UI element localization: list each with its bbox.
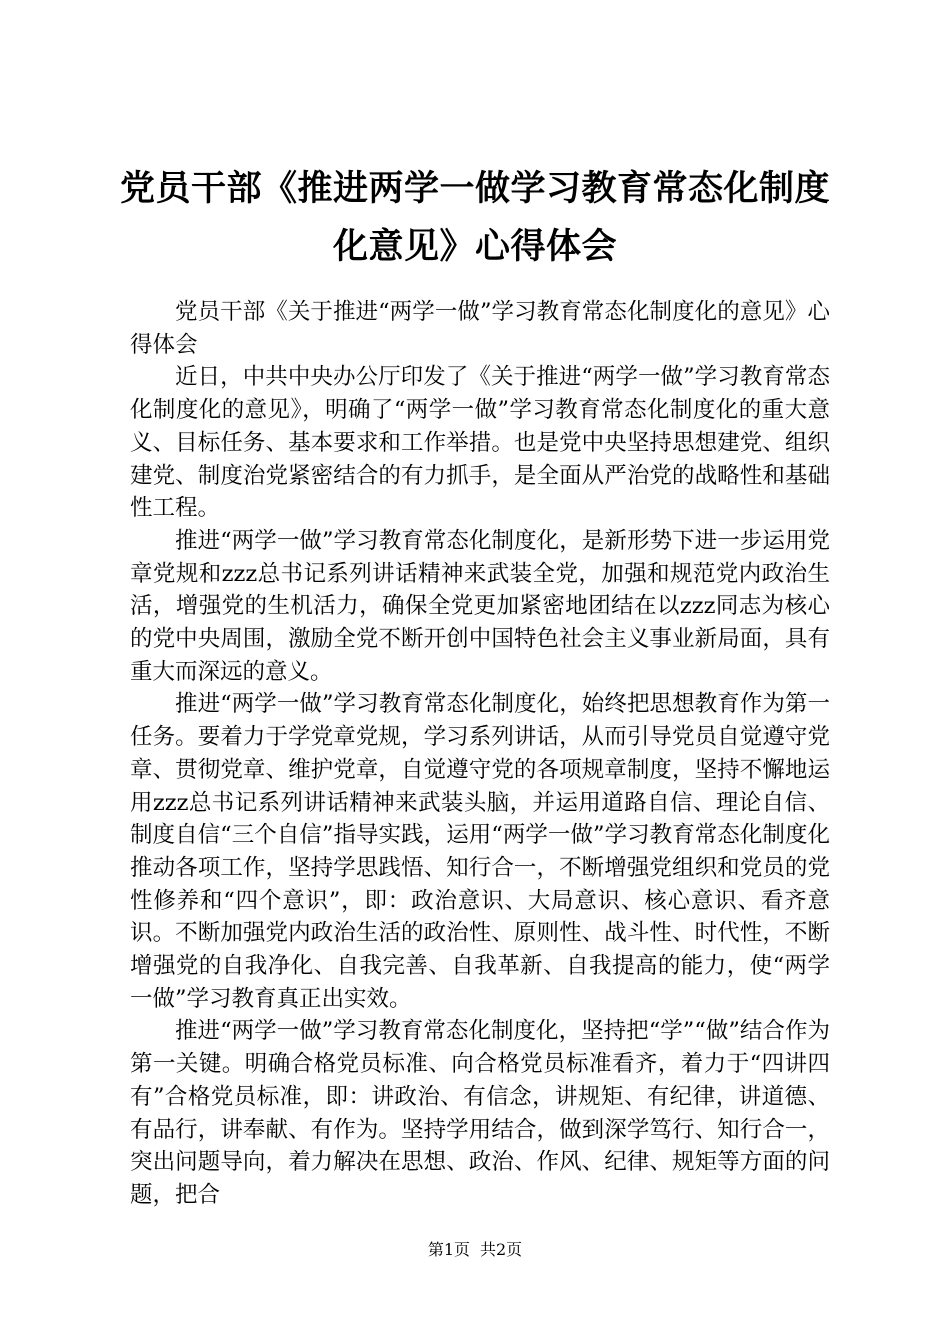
page-number-total: 共2页 [480, 1240, 523, 1259]
paragraph-intro: 近日，中共中央办公厅印发了《关于推进“两学一做”学习教育常态化制度化的意见》，明确了“两学一做”学习教育常态化制度化的重大意义、目标任务、基本要求和工作举措。也是党中央坚持思想建党、组织建党、制度治党紧密结合的有力抓手，是全面从严治党的战略性和基础性工程。 [130, 364, 830, 522]
document-title [110, 160, 840, 276]
document-body [130, 296, 830, 1212]
paragraph-study-and-practice: 推进“两学一做”学习教育常态化制度化，坚持把“学”“做”结合作为第一关键。明确合格党员标准、向合格党员标准看齐，着力于“四讲四有”合格党员标准，即：讲政治、有信念，讲规矩、有纪律，讲道德、有品行，讲奉献、有作为。坚持学用结合，做到深学笃行、知行合一，突出问题导向，着力解决在思想、政治、作风、纪律、规矩等方面的问题，把合 [130, 1018, 830, 1208]
page-number-current: 第1页 [427, 1240, 470, 1259]
paragraph-subtitle: 党员干部《关于推进“两学一做”学习教育常态化制度化的意见》心得体会 [130, 299, 830, 358]
page-footer [0, 1240, 950, 1260]
title-line-1: 党员干部《推进两学一做学习教育常态化制度 [119, 169, 830, 209]
paragraph-ideological-education: 推进“两学一做”学习教育常态化制度化，始终把思想教育作为第一任务。要着力于学党章党规，学习系列讲话，从而引导党员自觉遵守党章、贯彻党章、维护党章，自觉遵守党的各项规章制度，坚持不懈地运用zzz总书记系列讲话精神来武装头脑，并运用道路自信、理论自信、制度自信“三个自信”指导实践，运用“两学一做”学习教育常态化制度化推动各项工作，坚持学思践悟、知行合一，不断增强党组织和党员的党性修养和“四个意识”，即：政治意识、大局意识、核心意识、看齐意识。不断加强党内政治生活的政治性、原则性、战斗性、时代性，不断增强党的自我净化、自我完善、自我革新、自我提高的能力，使“两学一做”学习教育真正出实效。 [130, 691, 830, 1012]
title-line-2: 化意见》心得体会 [332, 227, 617, 267]
paragraph-significance: 推进“两学一做”学习教育常态化制度化，是新形势下进一步运用党章党规和zzz总书记系列讲话精神来武装全党，加强和规范党内政治生活，增强党的生机活力，确保全党更加紧密地团结在以zzz同志为核心的党中央周围，激励全党不断开创中国特色社会主义事业新局面，具有重大而深远的意义。 [130, 527, 830, 685]
